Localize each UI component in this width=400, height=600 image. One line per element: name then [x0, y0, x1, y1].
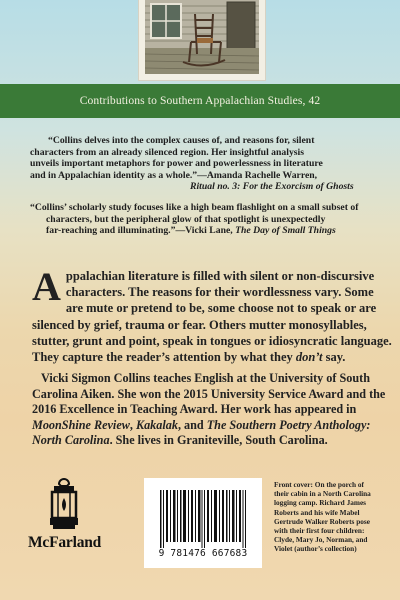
bio-line: 2016 Excellence in Teaching Award. Her work has appeared in [32, 402, 357, 417]
quote-line: unveils important metaphors for power and powerlessness in literature [30, 158, 323, 170]
caption-line: Clyde, Mary Jo, Norman, and [274, 535, 368, 545]
isbn-number: 9 781476 667683 [158, 548, 248, 559]
caption-line: with their first four children: [274, 526, 365, 536]
bio-line: MoonShine Review, Kakalak, and The Southern Poetry Anthology: [32, 417, 371, 432]
description-line: ppalachian literature is filled with silent or non-discursive [65, 269, 375, 283]
series-title: Contributions to Southern Appalachian Studies, 42 [79, 94, 321, 107]
isbn-barcode [144, 478, 262, 568]
drop-cap: A [32, 264, 61, 309]
description-line: They capture the reader’s attention by what they don’t say. [32, 350, 346, 365]
cover-photo-caption [274, 480, 390, 554]
endorsements [30, 135, 376, 237]
quote-line: “Collins’ scholarly study focuses like a high beam flashlight on a small subset of [30, 201, 359, 213]
bio-line: Carolina Aiken. She won the 2015 University Service Award and the [32, 386, 386, 401]
lantern-logo-icon [44, 478, 84, 530]
description-line: silenced by grief, trauma or fear. Others mutter monosyllables, [32, 317, 367, 332]
description-line: are mute or pretend to be, some choose not to speak or are [65, 301, 377, 316]
author-bio [32, 371, 384, 449]
book-description [32, 264, 392, 365]
description-line: stutter, grunt and point, speak in tongues or idiosyncratic language. [32, 333, 392, 348]
barcode-bars [160, 490, 246, 548]
porch-rocking-chair-image [145, 0, 259, 74]
endorsement-lane [30, 202, 376, 237]
quote-attribution-title: Ritual no. 3: For the Exorcism of Ghosts [190, 181, 354, 193]
porch-photo [145, 0, 259, 74]
cover-photo-frame [138, 0, 266, 81]
quote-line: and in Appalachian identity as a whole.”—Amanda Rachelle Warren, [30, 169, 318, 181]
caption-line: Roberts and his wife Mabel [274, 507, 360, 517]
quote-line: characters from an already silenced region. Her insightful analysis [30, 146, 305, 158]
endorsement-warren [30, 135, 376, 193]
caption-line: Violet (author’s collection) [274, 544, 357, 554]
caption-line: logging camp. Richard James [274, 498, 367, 508]
bio-line: North Carolina. She lives in Graniteville, South Carolina. [32, 433, 328, 448]
caption-line: Front cover: On the porch of [274, 480, 364, 489]
publisher-name: McFarland [28, 534, 102, 551]
bio-line: Vicki Sigmon Collins teaches English at the University of South [41, 371, 370, 385]
caption-line: their cabin in a North Carolina [274, 489, 371, 499]
quote-line: characters, but the peripheral glow of that spotlight is unexpectedly [46, 213, 326, 225]
description-line: characters. The reasons for their wordlessness vary. Some [65, 285, 374, 300]
quote-line: far-reaching and illuminating.”—Vicki Lane, The Day of Small Things [46, 225, 336, 237]
caption-line: Gertrude Walker Roberts pose [274, 516, 370, 526]
quote-line: “Collins delves into the complex causes of, and reasons for, silent [48, 135, 315, 146]
